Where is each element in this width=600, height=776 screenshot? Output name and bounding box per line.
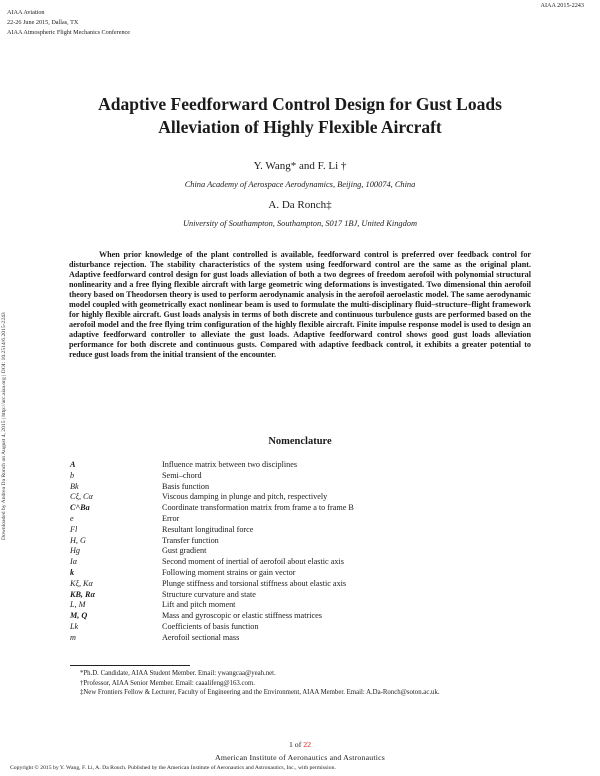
nomenclature-row — [70, 460, 540, 471]
conference-header — [7, 8, 130, 38]
nomenclature-definition: Following moment strains or gain vector — [162, 567, 296, 577]
nomenclature-definition: Error — [162, 513, 180, 523]
paper-id: AIAA 2015-2243 — [540, 2, 584, 9]
nomenclature-symbol: Bk — [70, 481, 79, 491]
nomenclature-definition: Coefficients of basis function — [162, 621, 259, 631]
copyright-notice: Copyright © 2015 by Y. Wang, F. Li, A. Da Ronch. Published by the American Institute of Aeronautics and Astronautics, Inc., with permission. — [10, 765, 336, 771]
nomenclature-symbol: e — [70, 513, 74, 523]
nomenclature-definition: Semi–chord — [162, 470, 202, 480]
affiliation-1: China Academy of Aerospace Aerodynamics, Beijing, 100074, China — [184, 180, 416, 189]
nomenclature-definition: Viscous damping in plunge and pitch, respectively — [162, 492, 328, 502]
nomenclature-heading: Nomenclature — [268, 436, 332, 447]
nomenclature-row — [70, 514, 540, 525]
abstract: When prior knowledge of the plant controlled is available, feedforward control is preferred over feedback control for disturbance rejection. The stability characteristics of the system using feedforward control are the same as the original plant. Adaptive feedforward control design for gust loads alleviation of both a two degrees of freedom aerofoil with polynomial structural nonlinearity and a free flying flexible aircraft with large geometric wing deformations is investigated. Two dimensional thin aerofoil theory based on Theodorsen theory is used to perform aerodynamic analysis in the aerofoil aeroelastic model. The same aerodynamic model coupled with geometrically exact nonlinear beam is used to formulate the multi-disciplinary fluid–structure–flight framework for highly flexible aircraft. Gust loads analysis in terms of both discrete and continuous turbulence gusts are performed based on the aerofoil model and the free flying trim configuration of the highly flexible aircraft. Finite impulse response model is used to design an adaptive feedforward controller to alleviate the gust loads. Adaptive feedforward control shows good gust loads alleviation performance for both discrete and continuous gusts. Compared with adaptive feedback control, it exhibits a greater potential to reduce gust loads from the initial transient of the encounter. — [69, 250, 531, 359]
nomenclature-symbol: H, G — [70, 535, 86, 545]
footnotes — [70, 669, 534, 698]
nomenclature-row — [70, 568, 540, 579]
nomenclature-row — [70, 546, 540, 557]
nomenclature-row — [70, 557, 540, 568]
paper-title — [60, 93, 540, 139]
nomenclature-definition: Gust gradient — [162, 546, 207, 556]
nomenclature-row — [70, 471, 540, 482]
nomenclature-definition: Aerofoil sectional mass — [162, 632, 240, 642]
nomenclature-definition: Resultant longitudinal force — [162, 524, 254, 534]
author-group-2: A. Da Ronch‡ — [268, 199, 332, 211]
nomenclature-definition: Second moment of inertial of aerofoil about elastic axis — [162, 557, 344, 567]
nomenclature-symbol: M, Q — [70, 611, 88, 621]
nomenclature-row — [70, 482, 540, 493]
nomenclature-row — [70, 600, 540, 611]
footnote-2: †Professor, AIAA Senior Member. Email: caaalifeng@163.com. — [80, 679, 255, 687]
nomenclature-symbol: L, M — [70, 600, 86, 610]
nomenclature-row — [70, 503, 540, 514]
footnote-rule — [70, 665, 190, 666]
conference-name: AIAA Aviation — [7, 9, 45, 16]
nomenclature-symbol: C^Ba — [70, 503, 90, 513]
conference-track: AIAA Atmospheric Flight Mechanics Conference — [7, 29, 131, 36]
affiliation-2: University of Southampton, Southampton, S017 1BJ, United Kingdom — [182, 219, 418, 228]
nomenclature-symbol: k — [70, 567, 75, 577]
page-number-prefix: 1 of — [288, 740, 302, 749]
nomenclature-row — [70, 633, 540, 644]
nomenclature-row — [70, 622, 540, 633]
page-number — [0, 740, 600, 749]
nomenclature-definition: Plunge stiffness and torsional stiffness about elastic axis — [162, 578, 347, 588]
footnote-1: *Ph.D. Candidate, AIAA Student Member. Email: ywangcaa@yeah.net. — [80, 670, 276, 677]
nomenclature-definition: Coordinate transformation matrix from frame a to frame B — [162, 503, 354, 513]
nomenclature-row — [70, 525, 540, 536]
nomenclature-symbol: A — [70, 460, 76, 469]
nomenclature-definition: Mass and gyroscopic or elastic stiffness matrices — [162, 611, 322, 621]
nomenclature-symbol: Fl — [70, 524, 78, 534]
title-line-1: Adaptive Feedforward Control Design for Gust Loads — [98, 94, 502, 114]
nomenclature-definition: Influence matrix between two disciplines — [162, 460, 298, 469]
nomenclature-definition: Transfer function — [162, 535, 219, 545]
conference-dates: 22-26 June 2015, Dallas, TX — [7, 19, 79, 26]
nomenclature-list — [70, 460, 540, 644]
nomenclature-symbol: b — [70, 470, 75, 480]
nomenclature-symbol: m — [70, 632, 76, 642]
title-line-2: Alleviation of Highly Flexible Aircraft — [158, 117, 442, 137]
nomenclature-row — [70, 590, 540, 601]
nomenclature-symbol: Iα — [70, 557, 78, 567]
nomenclature-symbol: Kξ, Kα — [70, 578, 93, 588]
organization-footer: American Institute of Aeronautics and Astronautics — [214, 753, 385, 762]
nomenclature-row — [70, 536, 540, 547]
page-total-link[interactable]: 22 — [303, 740, 312, 749]
nomenclature-symbol: KB, Rα — [70, 589, 96, 599]
nomenclature-definition: Lift and pitch moment — [162, 600, 236, 610]
nomenclature-symbol: Cξ, Cα — [70, 492, 93, 502]
nomenclature-row — [70, 579, 540, 590]
nomenclature-row — [70, 492, 540, 503]
footnote-3: ‡New Frontiers Fellow & Lecturer, Faculty of Engineering and the Environment, AIAA Member. Email: A.Da-Ronch@soton.ac.uk. — [80, 689, 440, 697]
download-sidebar: Downloaded by Andrea Da Ronch on August 4, 2015 | http://arc.aiaa.org | DOI: 10.2514/6.2015-2243 — [1, 312, 7, 540]
author-group-1: Y. Wang* and F. Li † — [253, 160, 347, 172]
nomenclature-definition: Structure curvature and state — [162, 589, 256, 599]
nomenclature-symbol: Hg — [70, 546, 81, 556]
nomenclature-definition: Basis function — [162, 481, 210, 491]
nomenclature-row — [70, 611, 540, 622]
nomenclature-symbol: Lk — [70, 621, 79, 631]
